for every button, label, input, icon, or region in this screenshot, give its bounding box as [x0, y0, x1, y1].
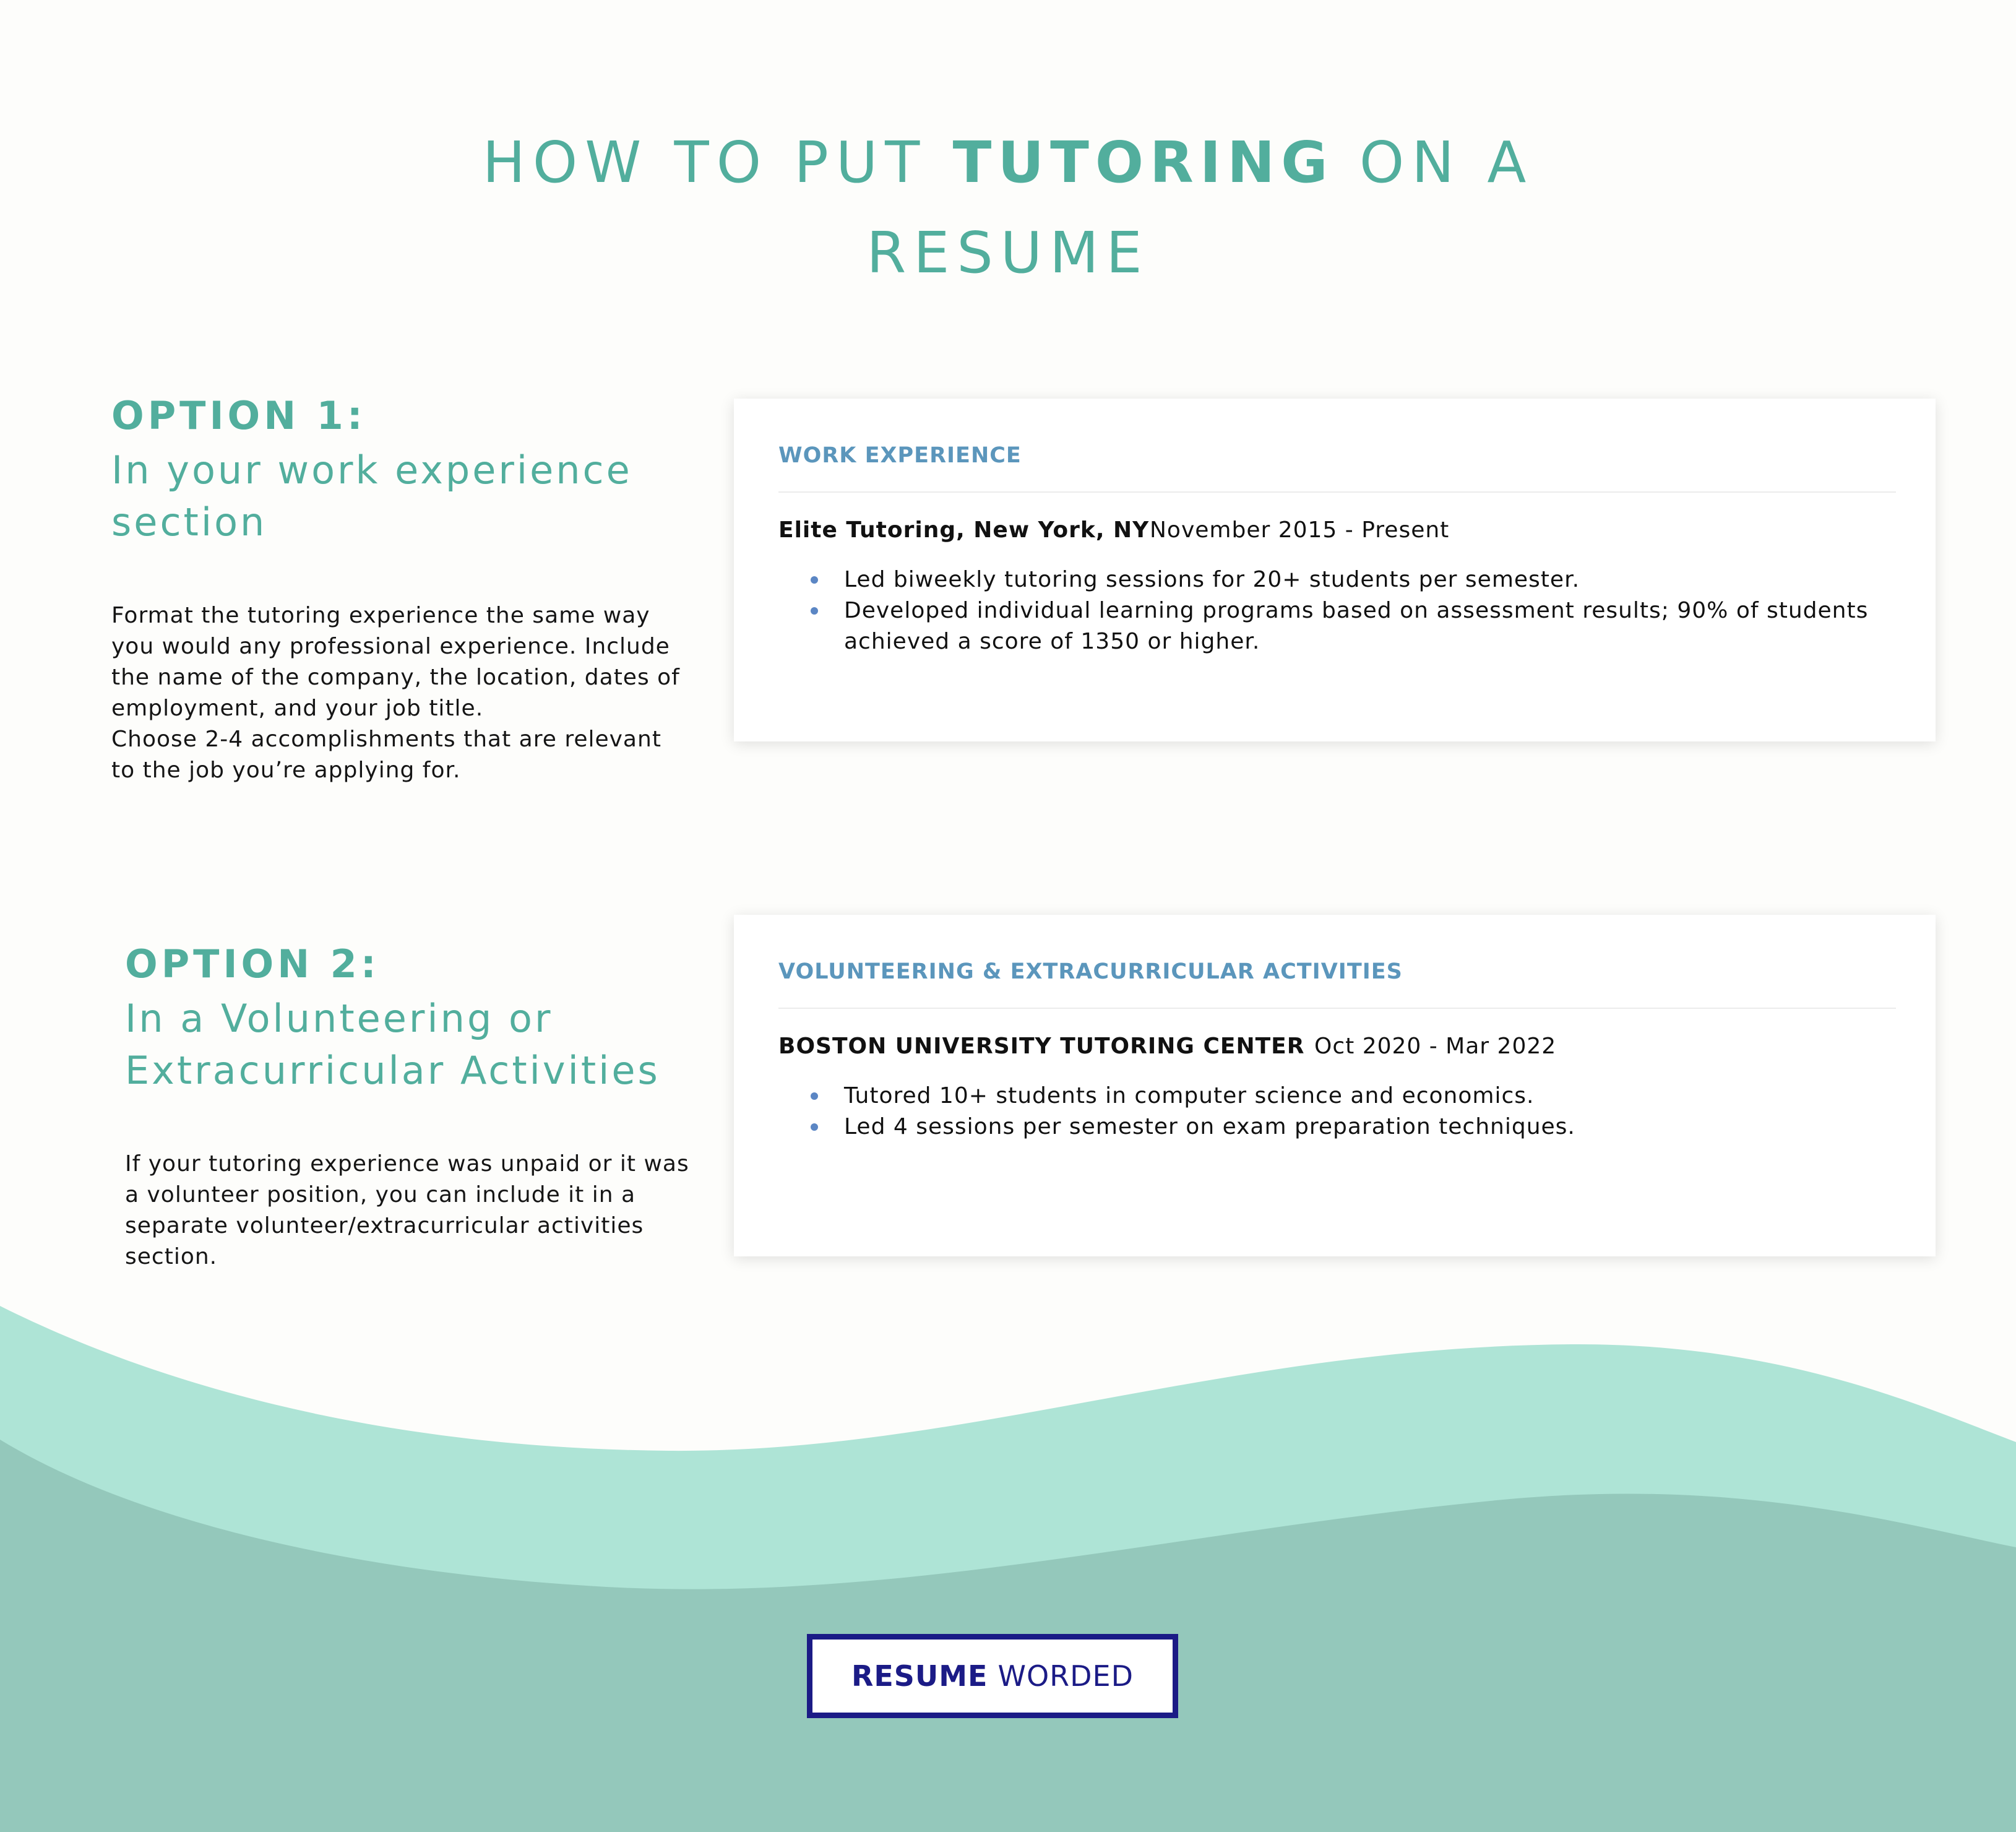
option1-desc-line: employment, and your job title. — [111, 696, 484, 721]
work-experience-card — [734, 399, 1936, 741]
logo-light-text: WORDED — [997, 1659, 1134, 1693]
bullet-icon — [811, 576, 818, 584]
option2-subtitle-line1: In a Volunteering or — [125, 996, 553, 1041]
logo-strong-text: RESUME — [851, 1659, 988, 1693]
list-item: Led biweekly tutoring sessions for 20+ students per semester. — [811, 564, 1912, 595]
list-item: Developed individual learning programs based on assessment results; 90% of students achieved a score of 1350 or higher. — [811, 595, 1912, 657]
option2-description — [125, 1149, 744, 1272]
work-bullets — [811, 564, 1912, 657]
option2-label: OPTION 2: — [125, 941, 380, 987]
option1-subtitle-line1: In your work experience — [111, 447, 632, 493]
list-item: Led 4 sessions per semester on exam preparation techniques. — [811, 1112, 1912, 1143]
work-dates: November 2015 - Present — [1150, 517, 1450, 543]
volunteering-card — [734, 915, 1936, 1256]
option1-desc-line: Choose 2-4 accomplishments that are relevant — [111, 727, 661, 752]
volunteering-dates: Oct 2020 - Mar 2022 — [1314, 1034, 1557, 1059]
list-item: Tutored 10+ students in computer science and economics. — [811, 1081, 1912, 1112]
decorative-waves — [0, 1287, 2016, 1832]
option1-label: OPTION 1: — [111, 393, 366, 438]
option2-heading — [125, 941, 744, 1097]
work-organization: Elite Tutoring, New York, NY — [778, 517, 1150, 543]
bullet-icon — [811, 1123, 818, 1131]
option1-description — [111, 600, 730, 786]
option1-desc-line: to the job you’re applying for. — [111, 758, 461, 783]
option2-subtitle-line2: Extracurricular Activities — [125, 1048, 660, 1093]
bullet-icon — [811, 1092, 818, 1100]
option1-subtitle — [111, 444, 718, 548]
bullet-icon — [811, 607, 818, 615]
page-title — [0, 118, 2016, 298]
volunteering-organization: BOSTON UNIVERSITY TUTORING CENTER — [778, 1034, 1305, 1059]
option2-subtitle — [125, 993, 744, 1097]
option1-subtitle-line2: section — [111, 499, 267, 545]
title-after: ON A — [1333, 129, 1534, 196]
option1-desc-line: you would any professional experience. Include — [111, 634, 670, 659]
option2-desc-line: If your tutoring experience was unpaid or it was — [125, 1151, 689, 1177]
title-highlight: TUTORING — [952, 129, 1334, 196]
volunteering-title: VOLUNTEERING & EXTRACURRICULAR ACTIVITIES — [778, 959, 1403, 984]
option2-desc-line: section. — [125, 1244, 218, 1269]
work-experience-title: WORK EXPERIENCE — [778, 443, 1022, 468]
card-divider — [778, 491, 1896, 493]
option1-heading — [111, 392, 718, 548]
title-before: HOW TO PUT — [482, 129, 953, 196]
option1-desc-line: Format the tutoring experience the same way — [111, 603, 650, 628]
option2-desc-line: separate volunteer/extracurricular activities — [125, 1213, 644, 1238]
card-divider — [778, 1008, 1896, 1009]
option2-desc-line: a volunteer position, you can include it in a — [125, 1182, 636, 1208]
option1-desc-line: the name of the company, the location, dates of — [111, 665, 680, 690]
resume-worded-logo — [807, 1634, 1178, 1718]
volunteering-bullets — [811, 1081, 1912, 1143]
title-line2: RESUME — [866, 220, 1150, 286]
